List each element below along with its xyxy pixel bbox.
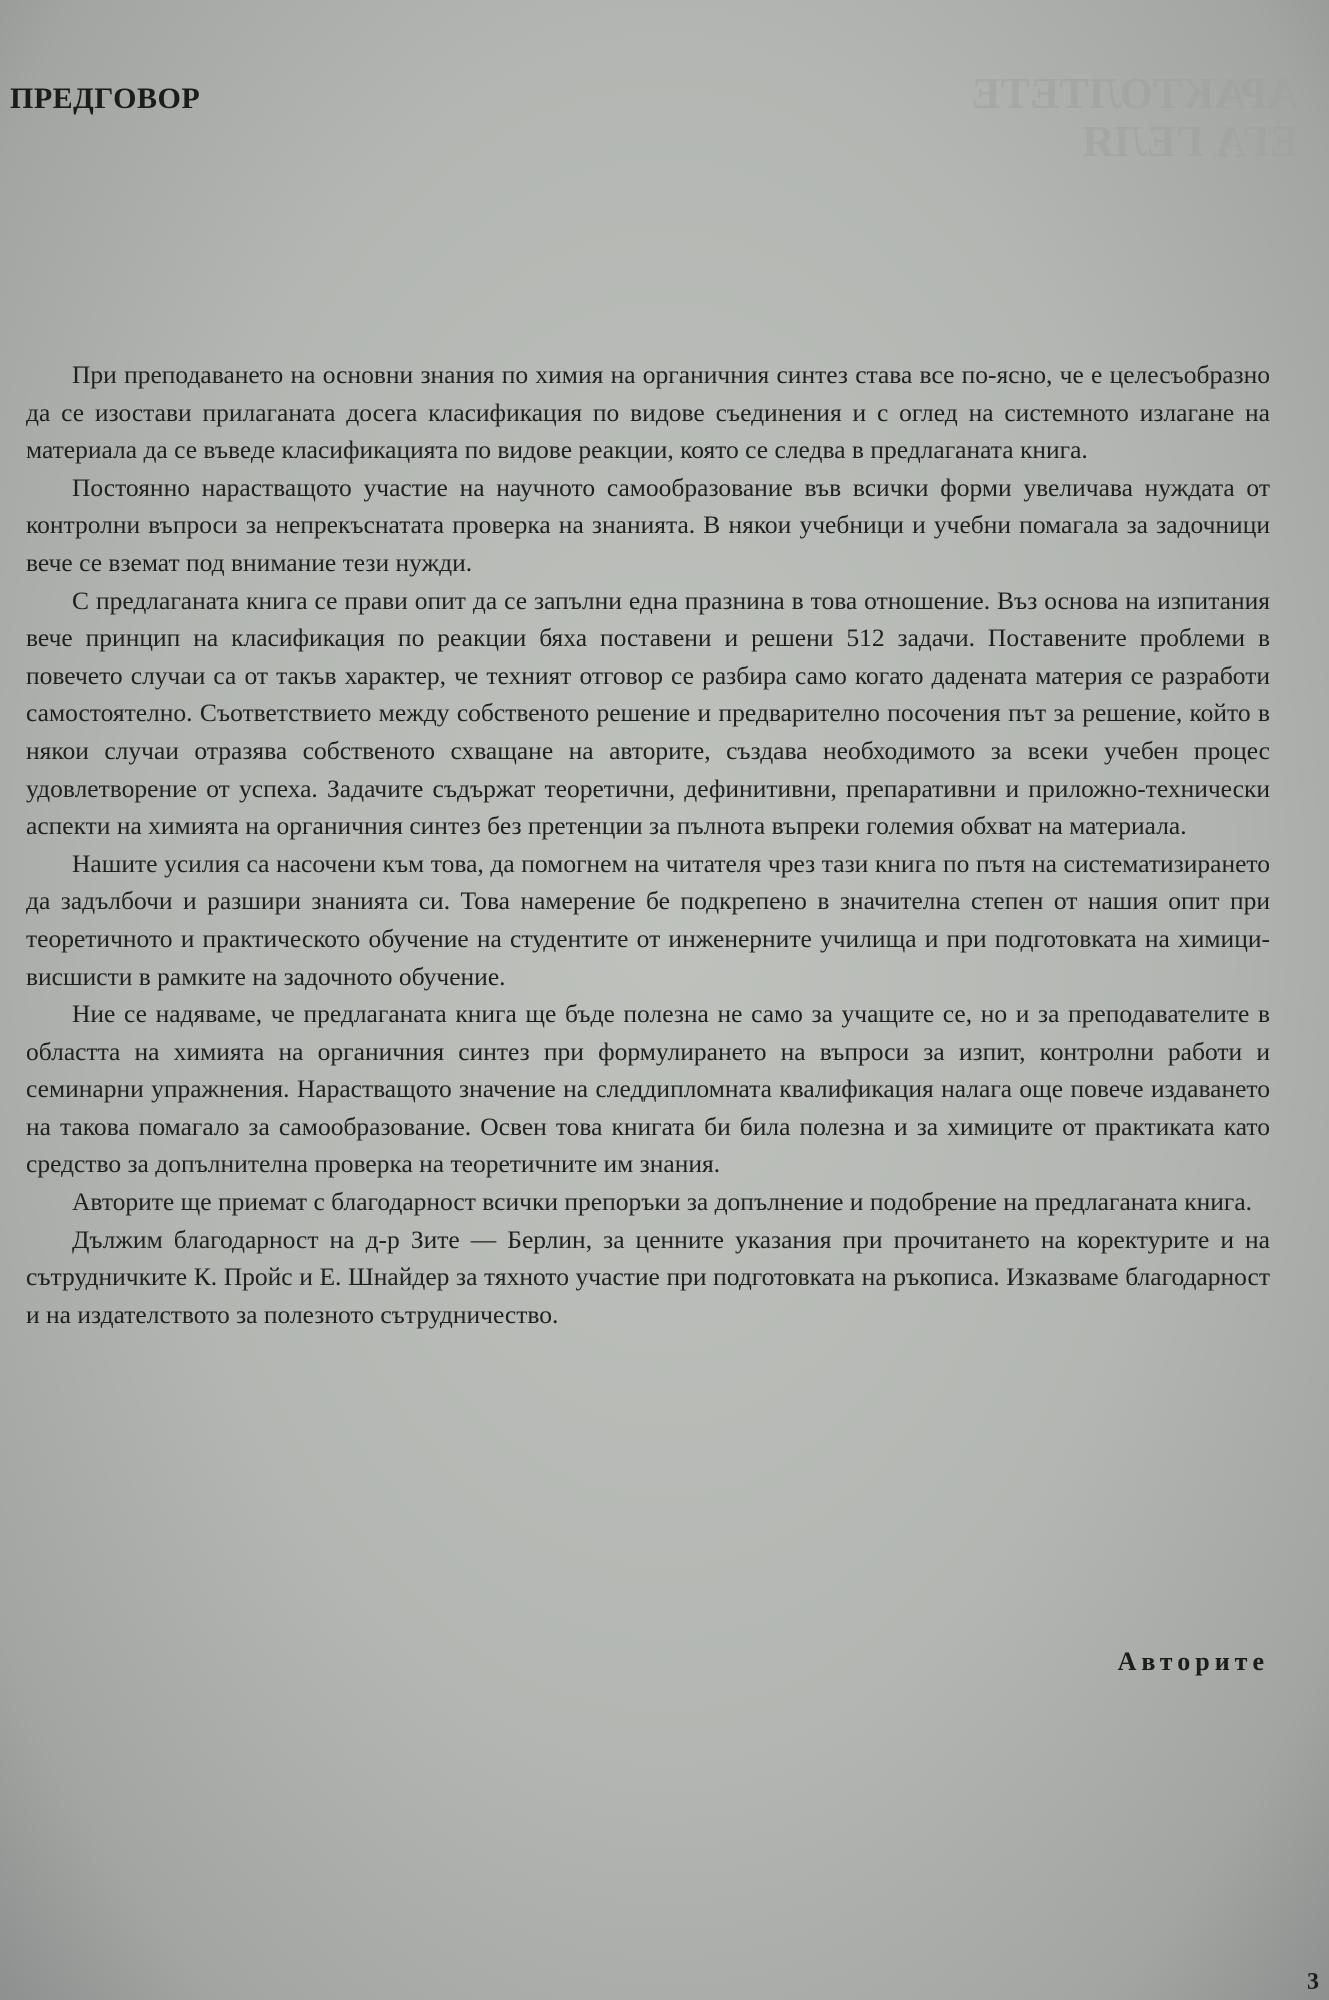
signature: Авторите	[1117, 1647, 1269, 1676]
page-heading: ПРЕДГОВОР	[10, 82, 201, 115]
paragraph: Дължим благодарност на д-р Зите — Берлин, за ценните указания при прочитането на коректурите и на сътрудничките К. Пройс и Е. Шнайдер за тяхното участие при подготовката на ръкописа. Изказваме благодарност и на издателството за полезното сътрудничество.	[26, 1224, 1270, 1329]
paragraph: При преподаването на основни знания по химия на органичния синтез става все по-ясно, че е целесъобразно да се изостави прилаганата досега класификация по видове съединения и с оглед на системното излагане на материала да се въведе класификацията по видове реакции, която се следва в предлаганата книга.	[26, 360, 1270, 465]
paragraph: Авторите ще приемат с благодарност всички препоръки за допълнение и подобрение на предлаганата книга.	[72, 1187, 1253, 1217]
preface-body	[26, 356, 1270, 1333]
paragraph: Нашите усилия са насочени към това, да помогнем на читателя чрез тази книга по пътя на систематизирането да задълбочи и разшири знанията си. Това намерение бе подкрепено в значителна степен от нашия опит при теоретичното и практическото обучение на студентите от инженерните училища и при подготовката на химици-висшисти в рамките на задочното обучение.	[26, 848, 1270, 991]
paragraph: Ние се надяваме, че предлаганата книга ще бъде полезна не само за учащите се, но и за преподавателите в областта на химията на органичния синтез при формулирането на въпроси за изпит, контролни работи и семинарни упражнения. Нарастващото значение на следдипломната квалификация налага още повече издаването на такова помагало за самообразование. Освен това книгата би била полезна и за химиците от практиката като средство за допълнителна проверка на теоретичните им знания.	[26, 999, 1270, 1179]
bleed-through-text: АРАКТОЛТЕТЕ ЕГА ГЕЛЯ	[971, 69, 1299, 167]
page-number: 3	[1307, 1969, 1319, 1995]
paragraph: Постоянно нарастващото участие на научното самообразование във всички форми увеличава нуждата от контролни въпроси за непрекъснатата проверка на знанията. В някои учебници и учебни помагала за задочници вече се вземат под внимание тези нужди.	[26, 472, 1270, 577]
paragraph: С предлаганата книга се прави опит да се запълни една празнина в това отношение. Въз основа на изпитания вече принцип на класификация по реакции бяха поставени и решени 512 задачи. Поставените проблеми в повечето случаи са от такъв характер, че техният отговор се разбира само когато дадената материя се разработи самостоятелно. Съответствието между собственото решение и предварително посочения път за решение, който в някои случаи отразява собственото схващане на авторите, създава необходимото за всеки учебен процес удовлетворение от успеха. Задачите съдържат теоретични, дефинитивни, препаративни и приложно-технически аспекти на химията на органичния синтез без претенции за пълнота въпреки големия обхват на материала.	[26, 585, 1270, 841]
